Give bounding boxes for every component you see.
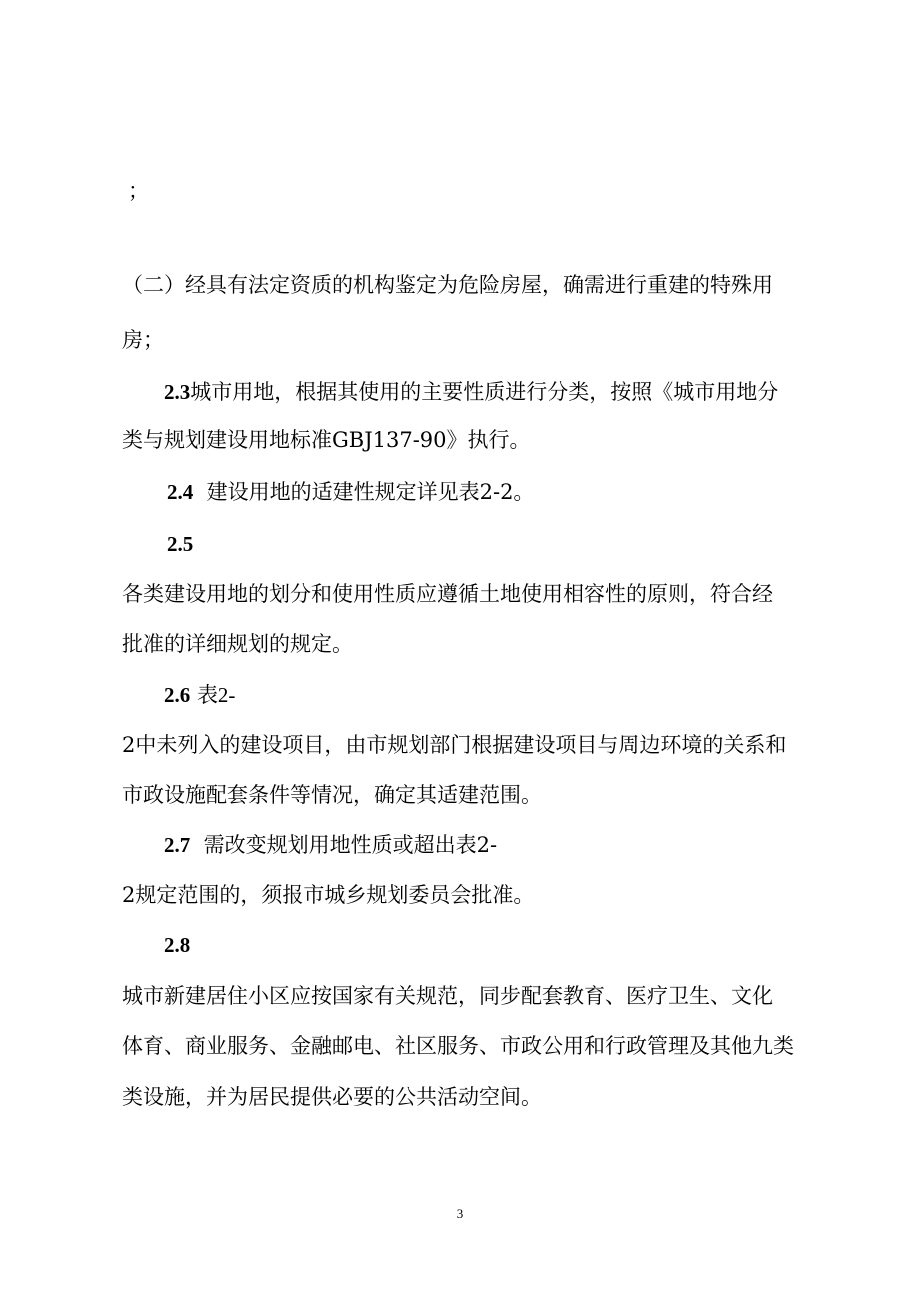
section-2-8-line-2: [122, 1032, 794, 1060]
section-2-8-number-line: [164, 931, 190, 959]
section-2-4-text: 建设用地的适建性规定详见表2-2。: [206, 480, 535, 504]
section-2-4-line: [167, 478, 534, 506]
section-2-7-text-1: 需改变规划用地性质或超出表2-: [203, 833, 498, 857]
section-2-8-text-1: 城市新建居住小区应按国家有关规范，同步配套教育、医疗卫生、文化: [122, 984, 773, 1008]
item-2-line-2: [122, 326, 164, 354]
section-number-2-5: 2.5: [167, 532, 194, 556]
section-2-8-line-3: [122, 1083, 542, 1111]
section-2-3-text-2: 类与规划建设用地标准GBJ137-90》执行。: [122, 428, 531, 452]
section-2-3-text-1: 城市用地，根据其使用的主要性质进行分类，按照《城市用地分: [190, 380, 779, 404]
section-number-2-4: 2.4: [167, 480, 194, 504]
semicolon-line: [128, 177, 149, 205]
section-2-7-text-2: 2规定范围的，须报市城乡规划委员会批准。: [122, 883, 535, 907]
section-2-8-line-1: [122, 982, 773, 1010]
section-2-5-line-2: [122, 630, 353, 658]
section-number-2-8: 2.8: [164, 933, 191, 957]
section-number-2-6: 2.6: [164, 683, 191, 707]
item-2-line-1: [122, 271, 773, 299]
section-2-7-line-2: [122, 881, 534, 909]
section-number-2-7: 2.7: [164, 833, 191, 857]
page-number: 3: [456, 1206, 464, 1221]
section-2-5-text-2: 批准的详细规划的规定。: [122, 632, 353, 656]
section-2-8-text-3: 类设施，并为居民提供必要的公共活动空间。: [122, 1085, 542, 1109]
section-2-5-number-line: [167, 530, 193, 558]
section-2-6-text-1: 表2-: [196, 683, 236, 707]
section-2-3-line-2: [122, 426, 531, 454]
section-2-3-line-1: [164, 378, 778, 406]
section-2-6-line-2: [122, 731, 786, 759]
section-2-5-line-1: [122, 580, 773, 608]
section-2-5-text-1: 各类建设用地的划分和使用性质应遵循土地使用相容性的原则，符合经: [122, 582, 773, 606]
section-2-8-text-2: 体育、商业服务、金融邮电、社区服务、市政公用和行政管理及其他九类: [122, 1034, 794, 1058]
section-2-6-text-2: 2中未列入的建设项目，由市规划部门根据建设项目与周边环境的关系和: [122, 733, 787, 757]
section-2-7-line-1: [164, 831, 497, 859]
section-2-6-line-1: [164, 681, 235, 709]
section-number-2-3: 2.3: [164, 380, 191, 404]
item-2-text-1: （二）经具有法定资质的机构鉴定为危险房屋，确需进行重建的特殊用: [122, 273, 773, 297]
item-2-text-2: 房；: [122, 328, 164, 352]
section-2-6-text-3: 市政设施配套条件等情况，确定其适建范围。: [122, 783, 542, 807]
semicolon-text: ；: [128, 179, 149, 203]
section-2-6-line-3: [122, 781, 542, 809]
